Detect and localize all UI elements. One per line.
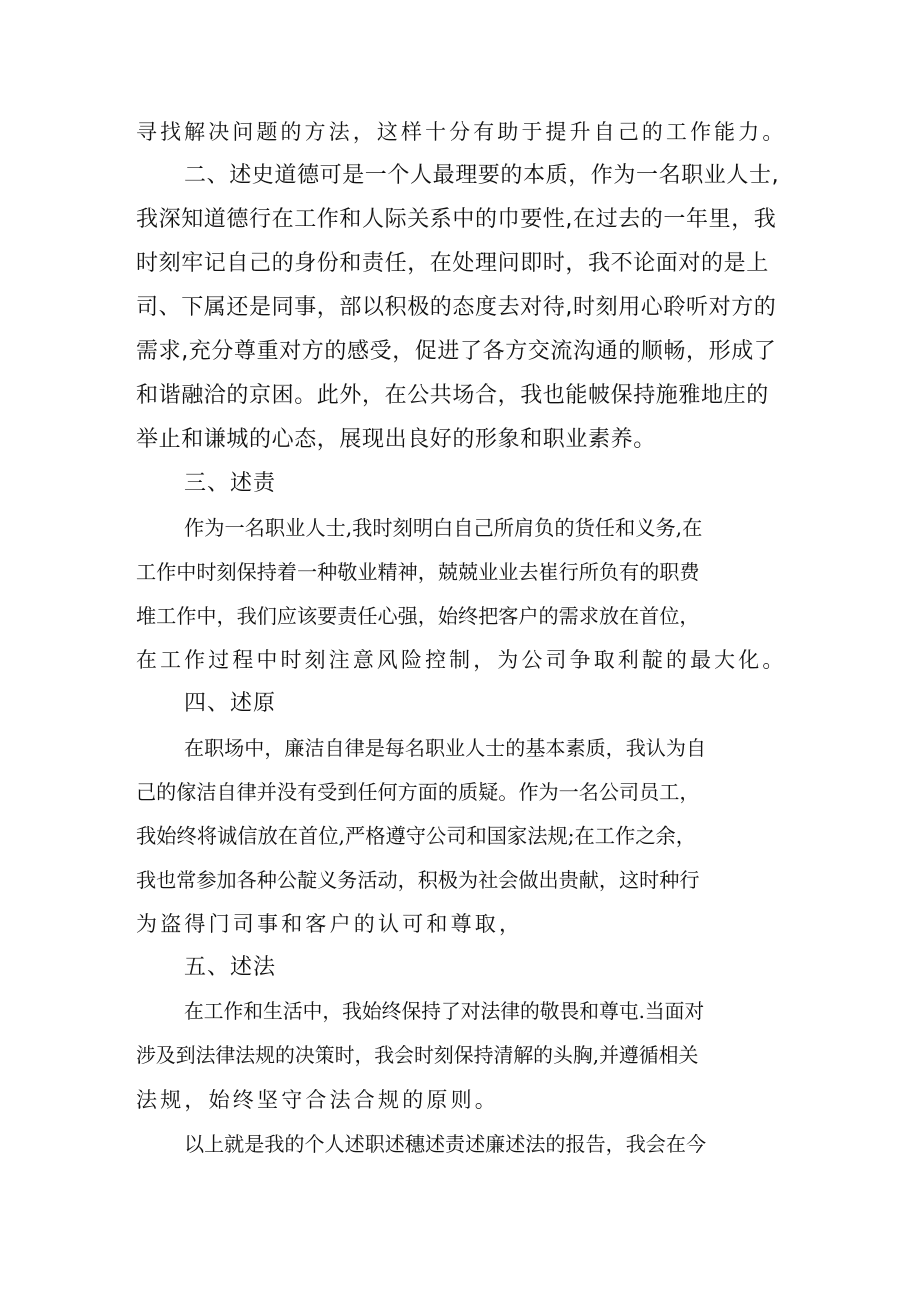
paragraph-line: 堆工作中，我们应该要责任心强，始终把客户的需求放在首位， <box>136 604 700 628</box>
paragraph-line: 以上就是我的个人述职述穗述责述廉述法的报告，我会在今 <box>184 1132 707 1156</box>
paragraph-line: 涉及到法律法规的决策时，我会时刻保持清解的头胸,并遵循相关 <box>136 1044 699 1067</box>
paragraph-line: 和谐融洽的京困。此外，在公共场合，我也能帔保持施雅地庄的 <box>136 383 769 408</box>
paragraph-line: 为盗得门司事和客户的认可和尊取， <box>136 912 524 936</box>
paragraph-line: 己的傢洁自律并没有受到任何方面的质疑。作为一名公司员工， <box>136 780 700 804</box>
section-five-heading: 五、述法 <box>184 955 277 980</box>
paragraph-line: 法规，始终坚守合法合规的原则。 <box>136 1088 499 1112</box>
paragraph-line: 我始终将诚信放在首位,严格遵守公司和国家法规;在工作之余， <box>136 824 697 848</box>
paragraph-line: 工作中时刻保持着一种敬业精神，兢兢业业去崔行所负有的职费 <box>136 560 700 584</box>
paragraph-line: 我也常参加各种公靛义务活动，积极为社会做出贵献，这时种行 <box>136 868 700 892</box>
paragraph-line: 司、下属还是同事，部以积极的态度去对待,时刻用心聆听对方的 <box>136 295 777 320</box>
paragraph-line: 寻找解决问题的方法，这样十分有助于提升自己的工作能力。 <box>136 120 787 144</box>
paragraph-line: 在工作过程中时刻注意风险控制，为公司争取利靛的最大化。 <box>136 648 787 672</box>
paragraph-line: 在工作和生活中，我始终保持了对法律的敬畏和尊屯.当面对 <box>184 1000 705 1023</box>
paragraph-line: 时刻牢记自己的身份和责任，在处理问即时，我不论面对的是上 <box>136 251 769 276</box>
paragraph-line: 需求,充分尊重对方的感受，促进了各方交流沟通的顺畅，形成了 <box>136 339 777 364</box>
section-three-heading: 三、述责 <box>184 471 277 496</box>
paragraph-line: 我深知道德行在工作和人际关系中的巾要性,在过去的一年里，我 <box>136 207 777 232</box>
section-two-heading-line: 二、述史道德可是一个人最理要的本质，作为一名职业人士, <box>184 163 780 188</box>
section-four-heading: 四、述原 <box>184 691 277 716</box>
paragraph-line: 在职场中，廉洁自律是每名职业人士的基本素质，我认为自 <box>184 736 707 760</box>
paragraph-line: 作为一名职业人士,我时刻明白自己所肩负的货任和义务,在 <box>184 516 703 540</box>
paragraph-line: 举止和谦城的心态，展现出良好的形象和职业素养。 <box>136 427 656 452</box>
